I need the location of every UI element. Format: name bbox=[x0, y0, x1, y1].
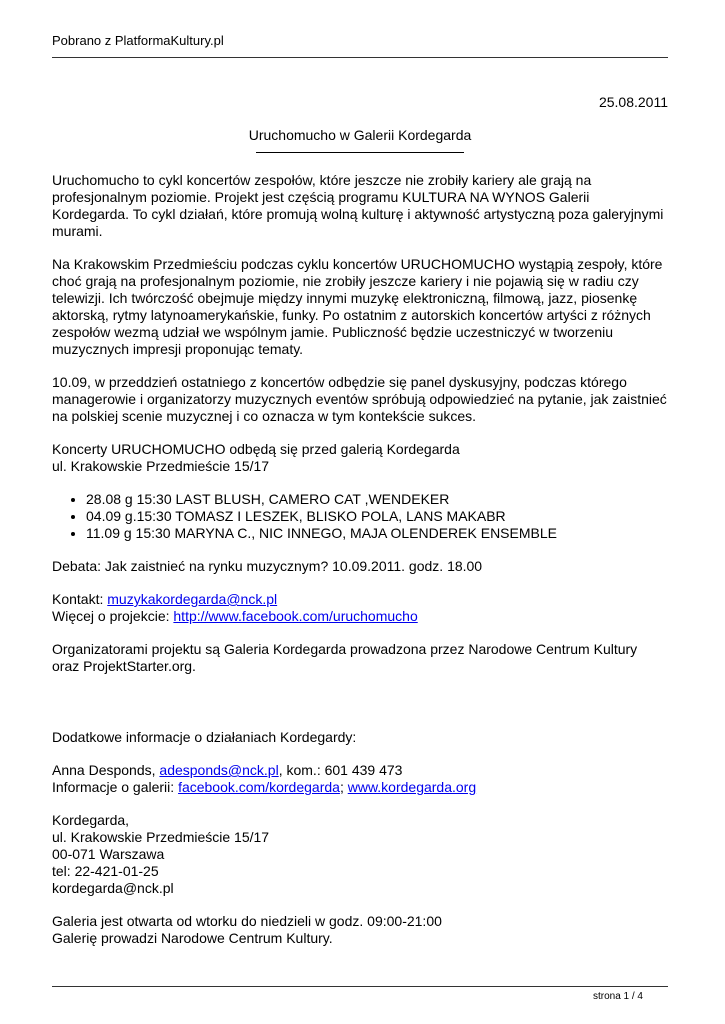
person-phone: , kom.: 601 439 473 bbox=[278, 762, 403, 778]
list-item: • 04.09 g.15:30 TOMASZ I LESZEK, BLISKO POLA, LANS MAKABR bbox=[86, 508, 668, 525]
contact-label: Kontakt: bbox=[52, 591, 108, 607]
venue-address: ul. Krakowskie Przedmieście 15/17 bbox=[52, 458, 270, 474]
paragraph-intro: Uruchomucho to cykl koncertów zespołów, które jeszcze nie zrobiły kariery ale grają na profesjonalnym poziomie. Projekt jest częścią programu KULTURA NA WYNOS Galerii Kordegarda. To cykl działań, które promują wolną kulturę i aktywność artystyczną poza galeryjnymi murami. bbox=[52, 172, 664, 239]
organizers-info: Organizatorami projektu są Galeria Kordegarda prowadzona przez Narodowe Centrum Kultury oraz ProjektStarter.org. bbox=[52, 641, 638, 674]
list-item: • 28.08 g 15:30 LAST BLUSH, CAMERO CAT ,WENDEKER bbox=[86, 491, 668, 508]
page-header: Pobrano z PlatformaKultury.pl bbox=[52, 33, 224, 48]
address-block bbox=[52, 812, 668, 897]
header-divider bbox=[52, 57, 668, 58]
venue-block bbox=[52, 441, 668, 475]
address-email: kordegarda@nck.pl bbox=[52, 880, 174, 896]
title-underline bbox=[256, 152, 464, 153]
gallery-info-label: Informacje o galerii: bbox=[52, 779, 179, 795]
address-city: 00-071 Warszawa bbox=[52, 846, 165, 862]
person-email-link[interactable]: adesponds@nck.pl bbox=[159, 762, 279, 778]
contact-block bbox=[52, 591, 668, 625]
more-label: Więcej o projekcie: bbox=[52, 608, 174, 624]
paragraph-description: Na Krakowskim Przedmieściu podczas cyklu koncertów URUCHOMUCHO wystąpią zespoły, które choć grają na profesjonalnym poziomie, nie zrobiły jeszcze kariery i nie pojawią się w radiu czy telewizji. Ich twórczość obejmuje między innymi muzykę elektroniczną, filmową, jazz, piosenkę aktorską, rytmy latynoamerykańskie, funky. Po ostatnim z autorskich koncertów artyści z różnych zespołów wezmą udział we wspólnym jamie. Publiczność będzie uczestniczyć w tworzeniu muzycznych impresji proponując tematy. bbox=[52, 256, 663, 357]
opening-hours: Galeria jest otwarta od wtorku do niedzieli w godz. 09:00-21:00 bbox=[52, 913, 442, 929]
list-item: • 11.09 g 15:30 MARYNA C., NIC INNEGO, MAJA OLENDEREK ENSEMBLE bbox=[86, 525, 668, 542]
facebook-project-link[interactable]: http://www.facebook.com/uruchomucho bbox=[173, 608, 418, 624]
document-title: Uruchomucho w Galerii Kordegarda bbox=[248, 127, 472, 143]
spacer bbox=[52, 691, 668, 729]
debate-info: Debata: Jak zaistnieć na rynku muzycznym? 10.09.2011. godz. 18.00 bbox=[52, 558, 483, 574]
paragraph-panel: 10.09, w przeddzień ostatniego z koncertów odbędzie się panel dyskusyjny, podczas którego managerowie i organizatorzy muzycznych eventów spróbują odpowiedzieć na pytanie, jak zaistnieć na polskiej scenie muzycznej i co oznacza w tym kontekście sukces. bbox=[52, 374, 667, 424]
footer-divider bbox=[52, 986, 668, 987]
hours-block bbox=[52, 913, 668, 947]
contact-email-link[interactable]: muzykakordegarda@nck.pl bbox=[107, 591, 278, 607]
address-name: Kordegarda, bbox=[52, 812, 130, 828]
address-street: ul. Krakowskie Przedmieście 15/17 bbox=[52, 829, 270, 845]
document-body bbox=[52, 94, 668, 963]
page-number: strona 1 / 4 bbox=[592, 991, 643, 1002]
link-separator: ; bbox=[339, 779, 348, 795]
address-phone: tel: 22-421-01-25 bbox=[52, 863, 159, 879]
extra-heading: Dodatkowe informacje o działaniach Kordegardy: bbox=[52, 729, 357, 745]
gallery-facebook-link[interactable]: facebook.com/kordegarda bbox=[178, 779, 340, 795]
concert-list bbox=[52, 491, 668, 542]
person-name: Anna Desponds, bbox=[52, 762, 160, 778]
gallery-website-link[interactable]: www.kordegarda.org bbox=[347, 779, 477, 795]
venue-line: Koncerty URUCHOMUCHO odbędą się przed galerią Kordegarda bbox=[52, 441, 460, 457]
document-date: 25.08.2011 bbox=[598, 94, 668, 110]
contact-person-block bbox=[52, 762, 668, 796]
operator-info: Galerię prowadzi Narodowe Centrum Kultury. bbox=[52, 930, 333, 946]
